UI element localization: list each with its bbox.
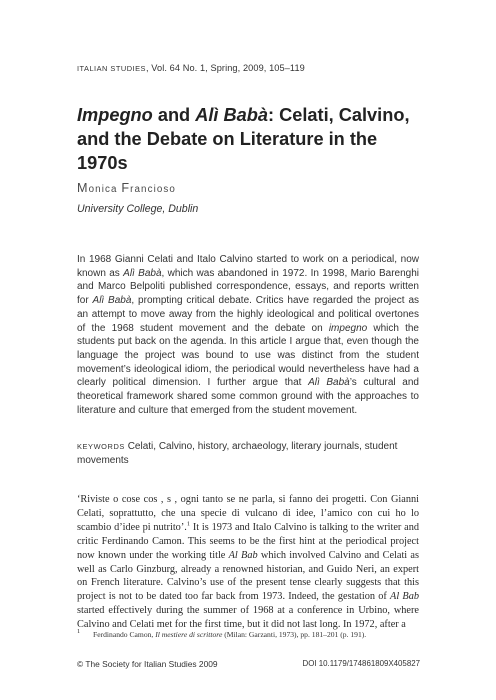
title-italic-ali-baba: Alì Babà <box>195 105 269 125</box>
author-affiliation: University College, Dublin <box>77 203 199 215</box>
footnote: $^1$ Ferdinando Camon, Il mestiere di scrittore (Milan: Garzanti, 1973), pp. 181–201 (p. 191). <box>77 628 367 639</box>
journal-citation <box>77 63 305 73</box>
journal-name: ITALIAN STUDIES <box>77 64 146 73</box>
keywords-label: KEYWORDS <box>77 442 125 451</box>
doi-link[interactable]: DOI 10.1179/174861809X405827 <box>302 659 420 668</box>
title-rest: : Celati, Calvino, and the Debate on Literature in the 1970s <box>77 105 410 173</box>
journal-volume-info: , Vol. 64 No. 1, Spring, 2009, 105–119 <box>145 63 305 73</box>
abstract: In 1968 Gianni Celati and Italo Calvino started to work on a periodical, now known as Alì Babà, which was abandoned in 1972. In 1998, Mario Barenghi and Marco Belpoliti published correspondence, essays, and reports written for Alì Babà, prompting critical debate. Critics have regarded the project as an attempt to move away from the highly ideological and political overtones of the 1968 student movement and the debate on impegno which the students put back on the agenda. In this article I argue that, even though the language the project was bound to use was distinct from the student movement’s ideological idiom, the periodical would nevertheless have had a clearly political dimension. I further argue that Alì Babà’s cultural and theoretical framework shared some common ground with the approaches to literature and culture that emerged from the student movement. <box>77 254 420 416</box>
body-paragraph: ‘Riviste o cose cos , s , ogni tanto se ne parla, si fanno dei progetti. Con Gianni Celati, soprattutto, che una specie di vulcano di idee, l’amico con cui ho lo scambio d’idee pi nutrito’.$^1$ It is 1973 and Italo Calvino is talking to the writer and critic Ferdinando Camon. This seems to be the first hint at the periodical project now known under the working title Al Bab which involved Calvino and Celati as well as Carlo Ginzburg, already a renowned historian, and Guido Neri, an expert on French literature. Calvino’s use of the present tense clearly suggests that this project is not to be dated too far back from 1973. Indeed, the gestation of Al Bab started effectively during the summer of 1968 at a conference in Urbino, where Calvino and Celati met for the first time, but it did not last long. In 1972, after a <box>77 494 420 631</box>
copyright-notice: © The Society for Italian Studies 2009 <box>77 659 218 669</box>
article-title <box>77 103 422 175</box>
keywords <box>77 440 419 467</box>
keywords-list: Celati, Calvino, history, archaeology, literary journals, student movements <box>77 441 398 466</box>
title-and: and <box>152 105 196 125</box>
footnote-reference[interactable]: 1 <box>186 520 191 528</box>
title-italic-impegno: Impegno <box>77 105 153 125</box>
author-name: Monica Francioso <box>77 181 176 195</box>
